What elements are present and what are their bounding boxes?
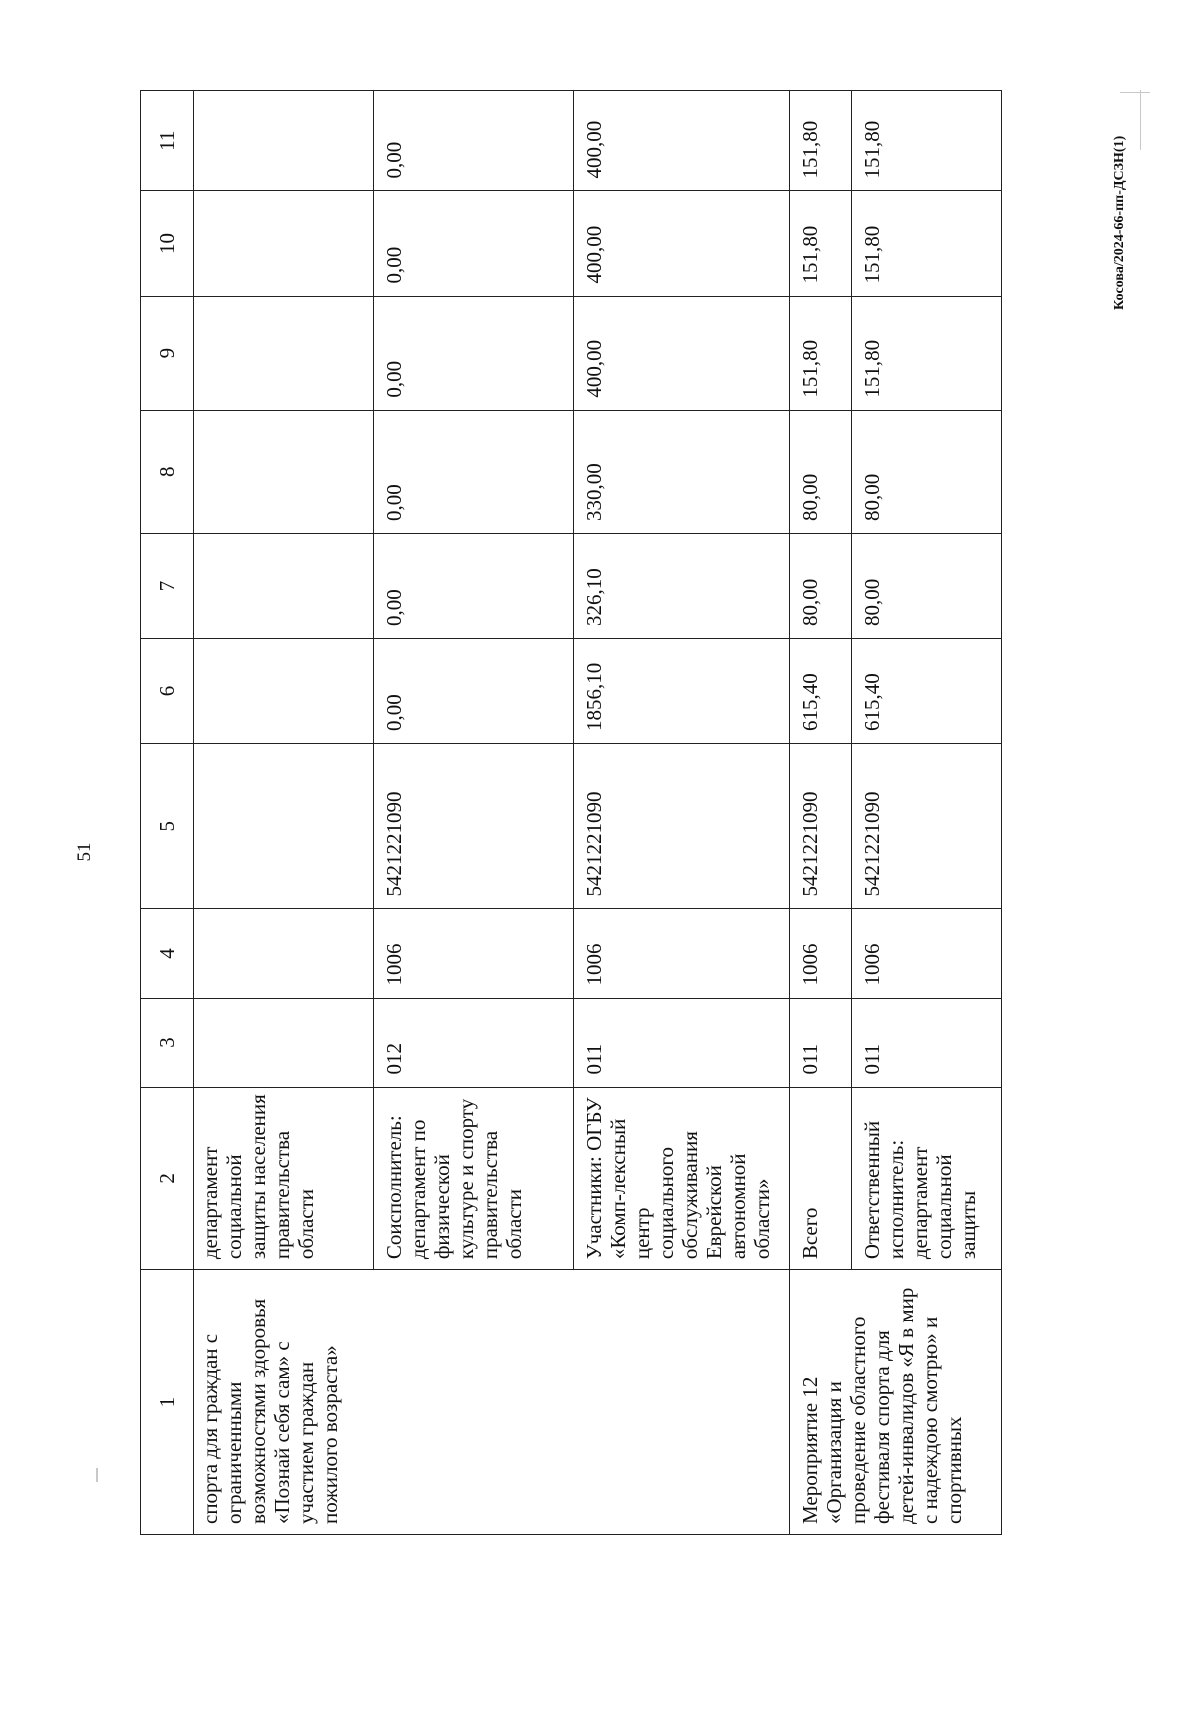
table-cell: 80,00	[790, 410, 852, 533]
column-header: 3	[141, 998, 194, 1087]
table-cell: 400,00	[574, 191, 790, 296]
column-header: 10	[141, 191, 194, 296]
table-cell: 011	[852, 998, 1002, 1087]
table-cell: 011	[574, 998, 790, 1087]
table-row	[790, 91, 852, 1535]
table-cell: 615,40	[790, 638, 852, 743]
executor-cell: Участники: ОГБУ «Комп-лексный центр социального обслуживания Еврейской автономной области»	[574, 1087, 790, 1270]
page-number: 51	[74, 842, 95, 862]
column-header: 2	[141, 1087, 194, 1270]
measure-cell: спорта для граждан с ограниченными возможностями здоровья «Познай себя сам» с участием граждан пожилого возраста»	[194, 1270, 790, 1535]
executor-cell: Ответственный исполнитель: департамент социальной защиты	[852, 1087, 1002, 1270]
budget-table	[140, 90, 1002, 1535]
table-cell: 0,00	[374, 191, 574, 296]
rotated-document-page	[74, 90, 1045, 1535]
table-cell	[194, 191, 374, 296]
table-cell: 151,80	[852, 296, 1002, 410]
table-cell: 011	[790, 998, 852, 1087]
table-cell: 151,80	[852, 191, 1002, 296]
table-cell: 326,10	[574, 533, 790, 638]
header-row	[141, 91, 194, 1535]
table-cell: 1006	[374, 909, 574, 998]
table-row	[194, 91, 374, 1535]
table-cell: 0,00	[374, 91, 574, 192]
table-cell	[194, 743, 374, 909]
executor-cell: Соисполнитель: департамент по физической культуре и спорту правительства области	[374, 1087, 574, 1270]
table-cell	[194, 296, 374, 410]
column-header: 5	[141, 743, 194, 909]
scan-mark	[1120, 92, 1150, 93]
table-cell: 5421221090	[374, 743, 574, 909]
table-cell: 0,00	[374, 410, 574, 533]
table-cell	[194, 998, 374, 1087]
table-cell: 151,80	[852, 91, 1002, 192]
measure-cell: Мероприятие 12 «Организация и проведение областного фестиваля спорта для детей-инвалидов «Я в мир с надеждою смотрю» и спортивных	[790, 1270, 1002, 1535]
table-cell: 151,80	[790, 296, 852, 410]
table-cell	[194, 909, 374, 998]
table-cell: 80,00	[790, 533, 852, 638]
column-header: 1	[141, 1270, 194, 1535]
table-cell: 151,80	[790, 91, 852, 192]
column-header: 8	[141, 410, 194, 533]
scan-mark	[96, 1468, 98, 1482]
scan-mark	[1140, 90, 1141, 150]
table-cell: 400,00	[574, 91, 790, 192]
column-header: 4	[141, 909, 194, 998]
table-cell: 5421221090	[790, 743, 852, 909]
table-cell	[194, 533, 374, 638]
column-header: 9	[141, 296, 194, 410]
table-cell: 80,00	[852, 410, 1002, 533]
table-cell: 0,00	[374, 533, 574, 638]
table-cell: 400,00	[574, 296, 790, 410]
column-header: 6	[141, 638, 194, 743]
table-cell: 1006	[852, 909, 1002, 998]
table-cell: 1006	[574, 909, 790, 998]
table-cell: 0,00	[374, 296, 574, 410]
table-cell: 80,00	[852, 533, 1002, 638]
table-cell: 5421221090	[852, 743, 1002, 909]
table-cell: 5421221090	[574, 743, 790, 909]
table-cell: 1856,10	[574, 638, 790, 743]
executor-cell: Всего	[790, 1087, 852, 1270]
column-header: 11	[141, 91, 194, 192]
table-cell: 615,40	[852, 638, 1002, 743]
table-cell	[194, 91, 374, 192]
table-cell: 151,80	[790, 191, 852, 296]
column-header: 7	[141, 533, 194, 638]
table-cell: 1006	[790, 909, 852, 998]
executor-cell: департамент социальной защиты населения правительства области	[194, 1087, 374, 1270]
table-cell	[194, 410, 374, 533]
table-cell: 330,00	[574, 410, 790, 533]
table-cell	[194, 638, 374, 743]
document-code: Косова/2024-66-пп-ДСЗН(1)	[1112, 135, 1127, 310]
table-cell: 0,00	[374, 638, 574, 743]
table-cell: 012	[374, 998, 574, 1087]
